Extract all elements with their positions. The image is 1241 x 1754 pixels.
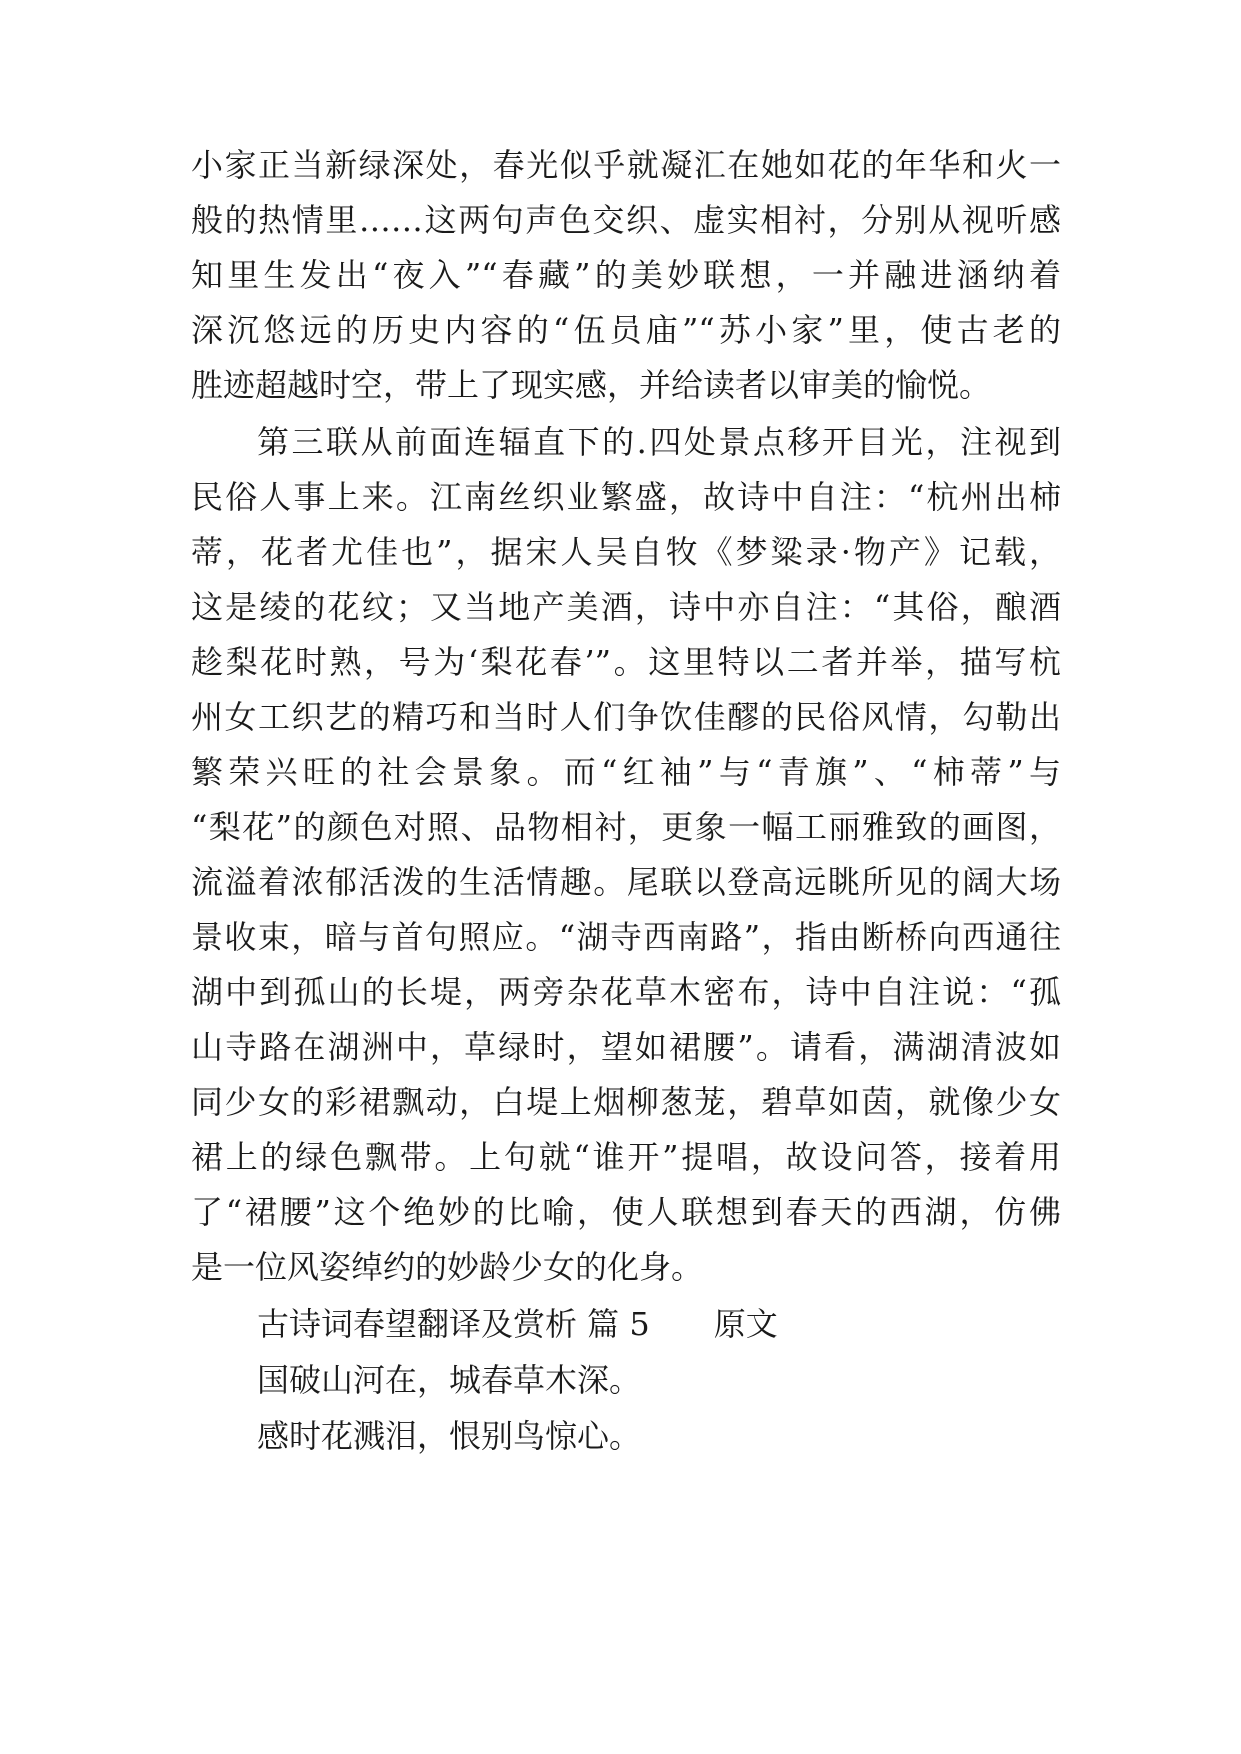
paragraph-1-line-3: 知里生发出“夜入”“春藏”的美妙联想，一并融进涵纳着 <box>191 256 1061 294</box>
section-heading <box>257 1300 778 1348</box>
section-label: 原文 <box>713 1305 778 1343</box>
paragraph-2-line-10: 景收束，暗与首句照应。“湖寺西南路”，指由断桥向西通往 <box>191 918 1061 956</box>
paragraph-2-line-4: 这是绫的花纹；又当地产美酒，诗中亦自注：“其俗，酿酒 <box>191 588 1061 626</box>
paragraph-2-line-9: 流溢着浓郁活泼的生活情趣。尾联以登高远眺所见的阔大场 <box>191 863 1061 901</box>
paragraph-2-line-15: 了“裙腰”这个绝妙的比喻，使人联想到春天的西湖，仿佛 <box>191 1193 1061 1231</box>
paragraph-2-line-1: 第三联从前面连辐直下的.四处景点移开目光，注视到 <box>257 423 1061 461</box>
paragraph-2-line-11: 湖中到孤山的长堤，两旁杂花草木密布，诗中自注说：“孤 <box>191 973 1061 1011</box>
paragraph-2-line-14: 裙上的绿色飘带。上句就“谁开”提唱，故设问答，接着用 <box>191 1138 1061 1176</box>
paragraph-2-line-16: 是一位风姿绰约的妙龄少女的化身。 <box>191 1248 704 1286</box>
paragraph-1-line-1: 小家正当新绿深处，春光似乎就凝汇在她如花的年华和火一 <box>191 146 1061 184</box>
paragraph-1-line-4: 深沉悠远的历史内容的“伍员庙”“苏小家”里，使古老的 <box>191 311 1061 349</box>
paragraph-2-line-5: 趁梨花时熟，号为‘梨花春’”。这里特以二者并举，描写杭 <box>191 643 1061 681</box>
poem-line-2: 感时花溅泪，恨别鸟惊心。 <box>257 1417 642 1455</box>
paragraph-2-line-2: 民俗人事上来。江南丝织业繁盛，故诗中自注：“杭州出柿 <box>191 478 1061 516</box>
section-title: 古诗词春望翻译及赏析 篇 5 <box>257 1305 650 1343</box>
paragraph-2-line-3: 蒂，花者尤佳也”，据宋人吴自牧《梦粱录·物产》记载， <box>191 533 1061 571</box>
poem-line-1: 国破山河在，城春草木深。 <box>257 1361 642 1399</box>
paragraph-2-line-12: 山寺路在湖洲中，草绿时，望如裙腰”。请看，满湖清波如 <box>191 1028 1061 1066</box>
paragraph-1-line-2: 般的热情里……这两句声色交织、虚实相衬，分别从视听感 <box>191 201 1061 239</box>
paragraph-2-line-6: 州女工织艺的精巧和当时人们争饮佳醪的民俗风情，勾勒出 <box>191 698 1061 736</box>
paragraph-2-line-8: “梨花”的颜色对照、品物相衬，更象一幅工丽雅致的画图， <box>191 808 1061 846</box>
paragraph-1-line-5: 胜迹超越时空，带上了现实感，并给读者以审美的愉悦。 <box>191 366 992 404</box>
paragraph-2-line-13: 同少女的彩裙飘动，白堤上烟柳葱茏，碧草如茵，就像少女 <box>191 1083 1061 1121</box>
paragraph-2-line-7: 繁荣兴旺的社会景象。而“红袖”与“青旗”、“柿蒂”与 <box>191 753 1061 791</box>
